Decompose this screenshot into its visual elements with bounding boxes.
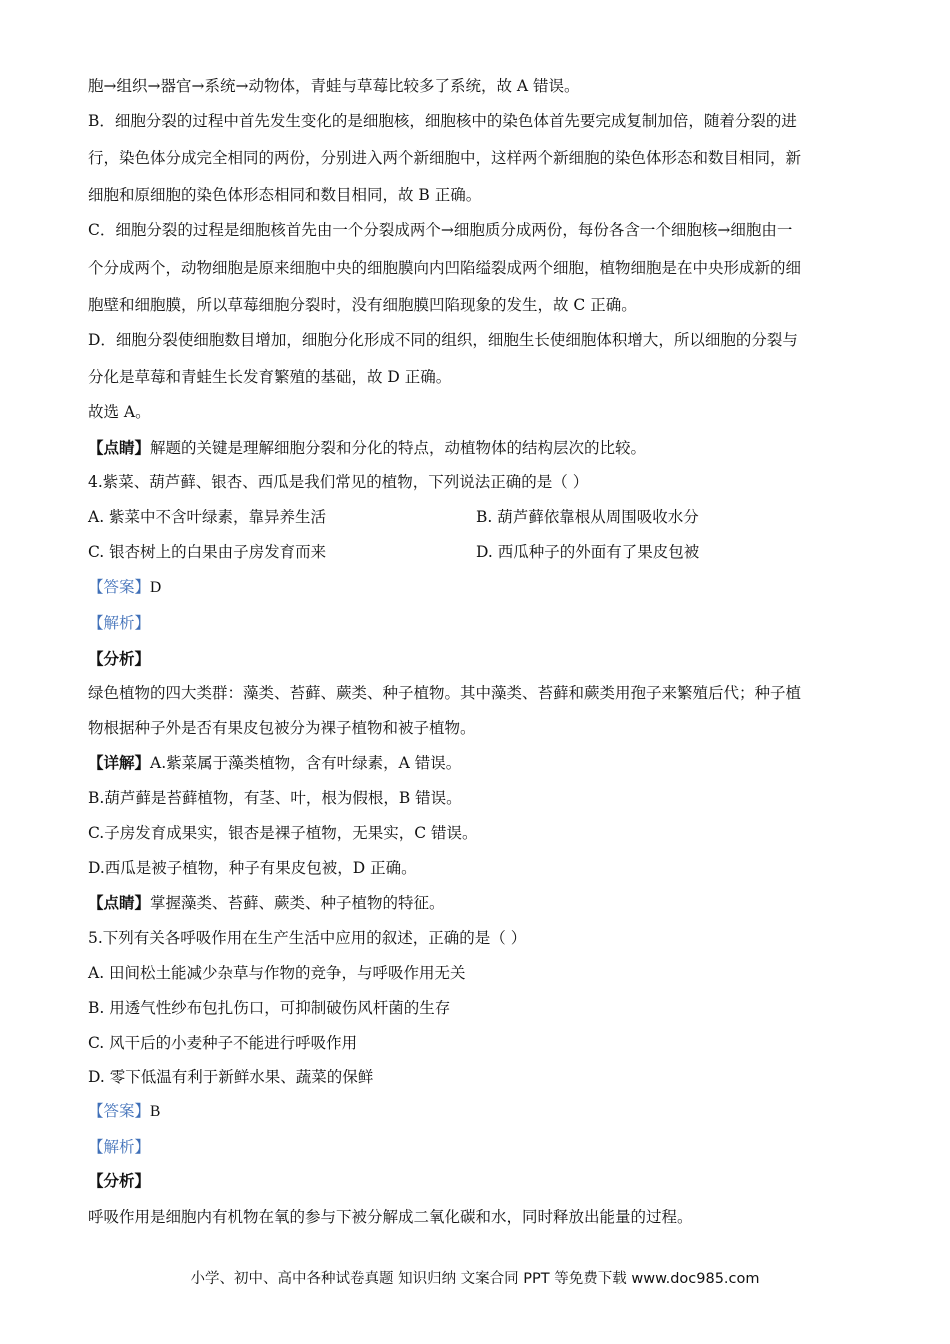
q5-option-a: A. 田间松土能减少杂草与作物的竞争，与呼吸作用无关 [88,964,466,982]
jiexi-label: 【解析】 [88,614,151,632]
q5-answer-line [88,1099,868,1123]
text-line: 行，染色体分成完全相同的两份，分别进入两个新细胞中，这样两个新细胞的染色体形态和数目相同，新 [88,149,802,167]
q5-option-b: B. 用透气性纱布包扎伤口，可抑制破伤风杆菌的生存 [88,999,451,1017]
text-line: B．细胞分裂的过程中首先发生变化的是细胞核，细胞核中的染色体首先要完成复制加倍，随着分裂的进 [88,112,797,130]
q4-option-d: D. 西瓜种子的外面有了果皮包被 [476,543,700,561]
text-line: C．细胞分裂的过程是细胞核首先由一个分裂成两个→细胞质分成两份，每份各含一个细胞核→细胞由一 [88,221,793,239]
q5-option-d: D. 零下低温有利于新鲜水果、蔬菜的保鲜 [88,1068,374,1086]
answer-value: B [150,1103,161,1120]
answer-value: D [150,579,162,596]
xiangjie-label: 【详解】 [88,753,151,772]
xiangjie-text: D.西瓜是被子植物，种子有果皮包被，D 正确。 [88,859,417,877]
fenxi-label: 【分析】 [88,649,151,668]
fenxi-text: 物根据种子外是否有果皮包被分为裸子植物和被子植物。 [88,719,476,737]
q4-option-c: C. 银杏树上的白果由子房发育而来 [88,543,327,561]
q4-answer-line [88,575,868,599]
question-4-stem: 4.紫菜、葫芦藓、银杏、西瓜是我们常见的植物，下列说法正确的是（ ） [88,473,589,491]
fenxi-text: 绿色植物的四大类群：藻类、苔藓、蕨类、种子植物。其中藻类、苔藓和蕨类用孢子来繁殖后代；种子植 [88,684,802,702]
text-line: 分化是草莓和青蛙生长发育繁殖的基础，故 D 正确。 [88,368,452,386]
question-5-stem: 5.下列有关各呼吸作用在生产生活中应用的叙述，正确的是（ ） [88,929,527,947]
xiangjie-line [88,751,868,775]
q4-option-a: A. 紫菜中不含叶绿素，靠异养生活 [88,508,327,526]
xiangjie-text: A.紫菜属于藻类植物，含有叶绿素，A 错误。 [150,754,462,772]
text-line: 胞壁和细胞膜，所以草莓细胞分裂时，没有细胞膜凹陷现象的发生，故 C 正确。 [88,296,637,314]
text-line: 个分成两个，动物细胞是原来细胞中央的细胞膜向内凹陷缢裂成两个细胞，植物细胞是在中央形成新的细 [88,259,802,277]
dianjing-line [88,891,868,915]
answer-label: 【答案】 [88,1102,151,1120]
xiangjie-text: C.子房发育成果实，银杏是裸子植物，无果实，C 错误。 [88,824,478,842]
page-footer: 小学、初中、高中各种试卷真题 知识归纳 文案合同 PPT 等免费下载 www.doc985.com [190,1271,760,1287]
text-line: D．细胞分裂使细胞数目增加，细胞分化形成不同的组织，细胞生长使细胞体积增大，所以细胞的分裂与 [88,331,798,349]
text-line: 故选 A。 [88,403,151,421]
answer-label: 【答案】 [88,578,151,596]
xiangjie-text: B.葫芦藓是苔藓植物，有茎、叶，根为假根，B 错误。 [88,789,462,807]
q5-option-c: C. 风干后的小麦种子不能进行呼吸作用 [88,1034,358,1052]
dianjing-label: 【点睛】 [88,893,151,912]
text-line: 细胞和原细胞的染色体形态相同和数目相同，故 B 正确。 [88,186,482,204]
dianjing-text: 掌握藻类、苔藓、蕨类、种子植物的特征。 [150,894,445,912]
fenxi-text: 呼吸作用是细胞内有机物在氧的参与下被分解成二氧化碳和水，同时释放出能量的过程。 [88,1208,693,1226]
dianjing-line [88,436,868,460]
fenxi-label: 【分析】 [88,1171,151,1190]
jiexi-label: 【解析】 [88,1138,151,1156]
dianjing-label: 【点睛】 [88,438,151,457]
dianjing-text: 解题的关键是理解细胞分裂和分化的特点，动植物体的结构层次的比较。 [150,439,647,457]
text-line: 胞→组织→器官→系统→动物体，青蛙与草莓比较多了系统，故 A 错误。 [88,77,580,95]
q4-option-b: B. 葫芦藓依靠根从周围吸收水分 [476,508,699,526]
